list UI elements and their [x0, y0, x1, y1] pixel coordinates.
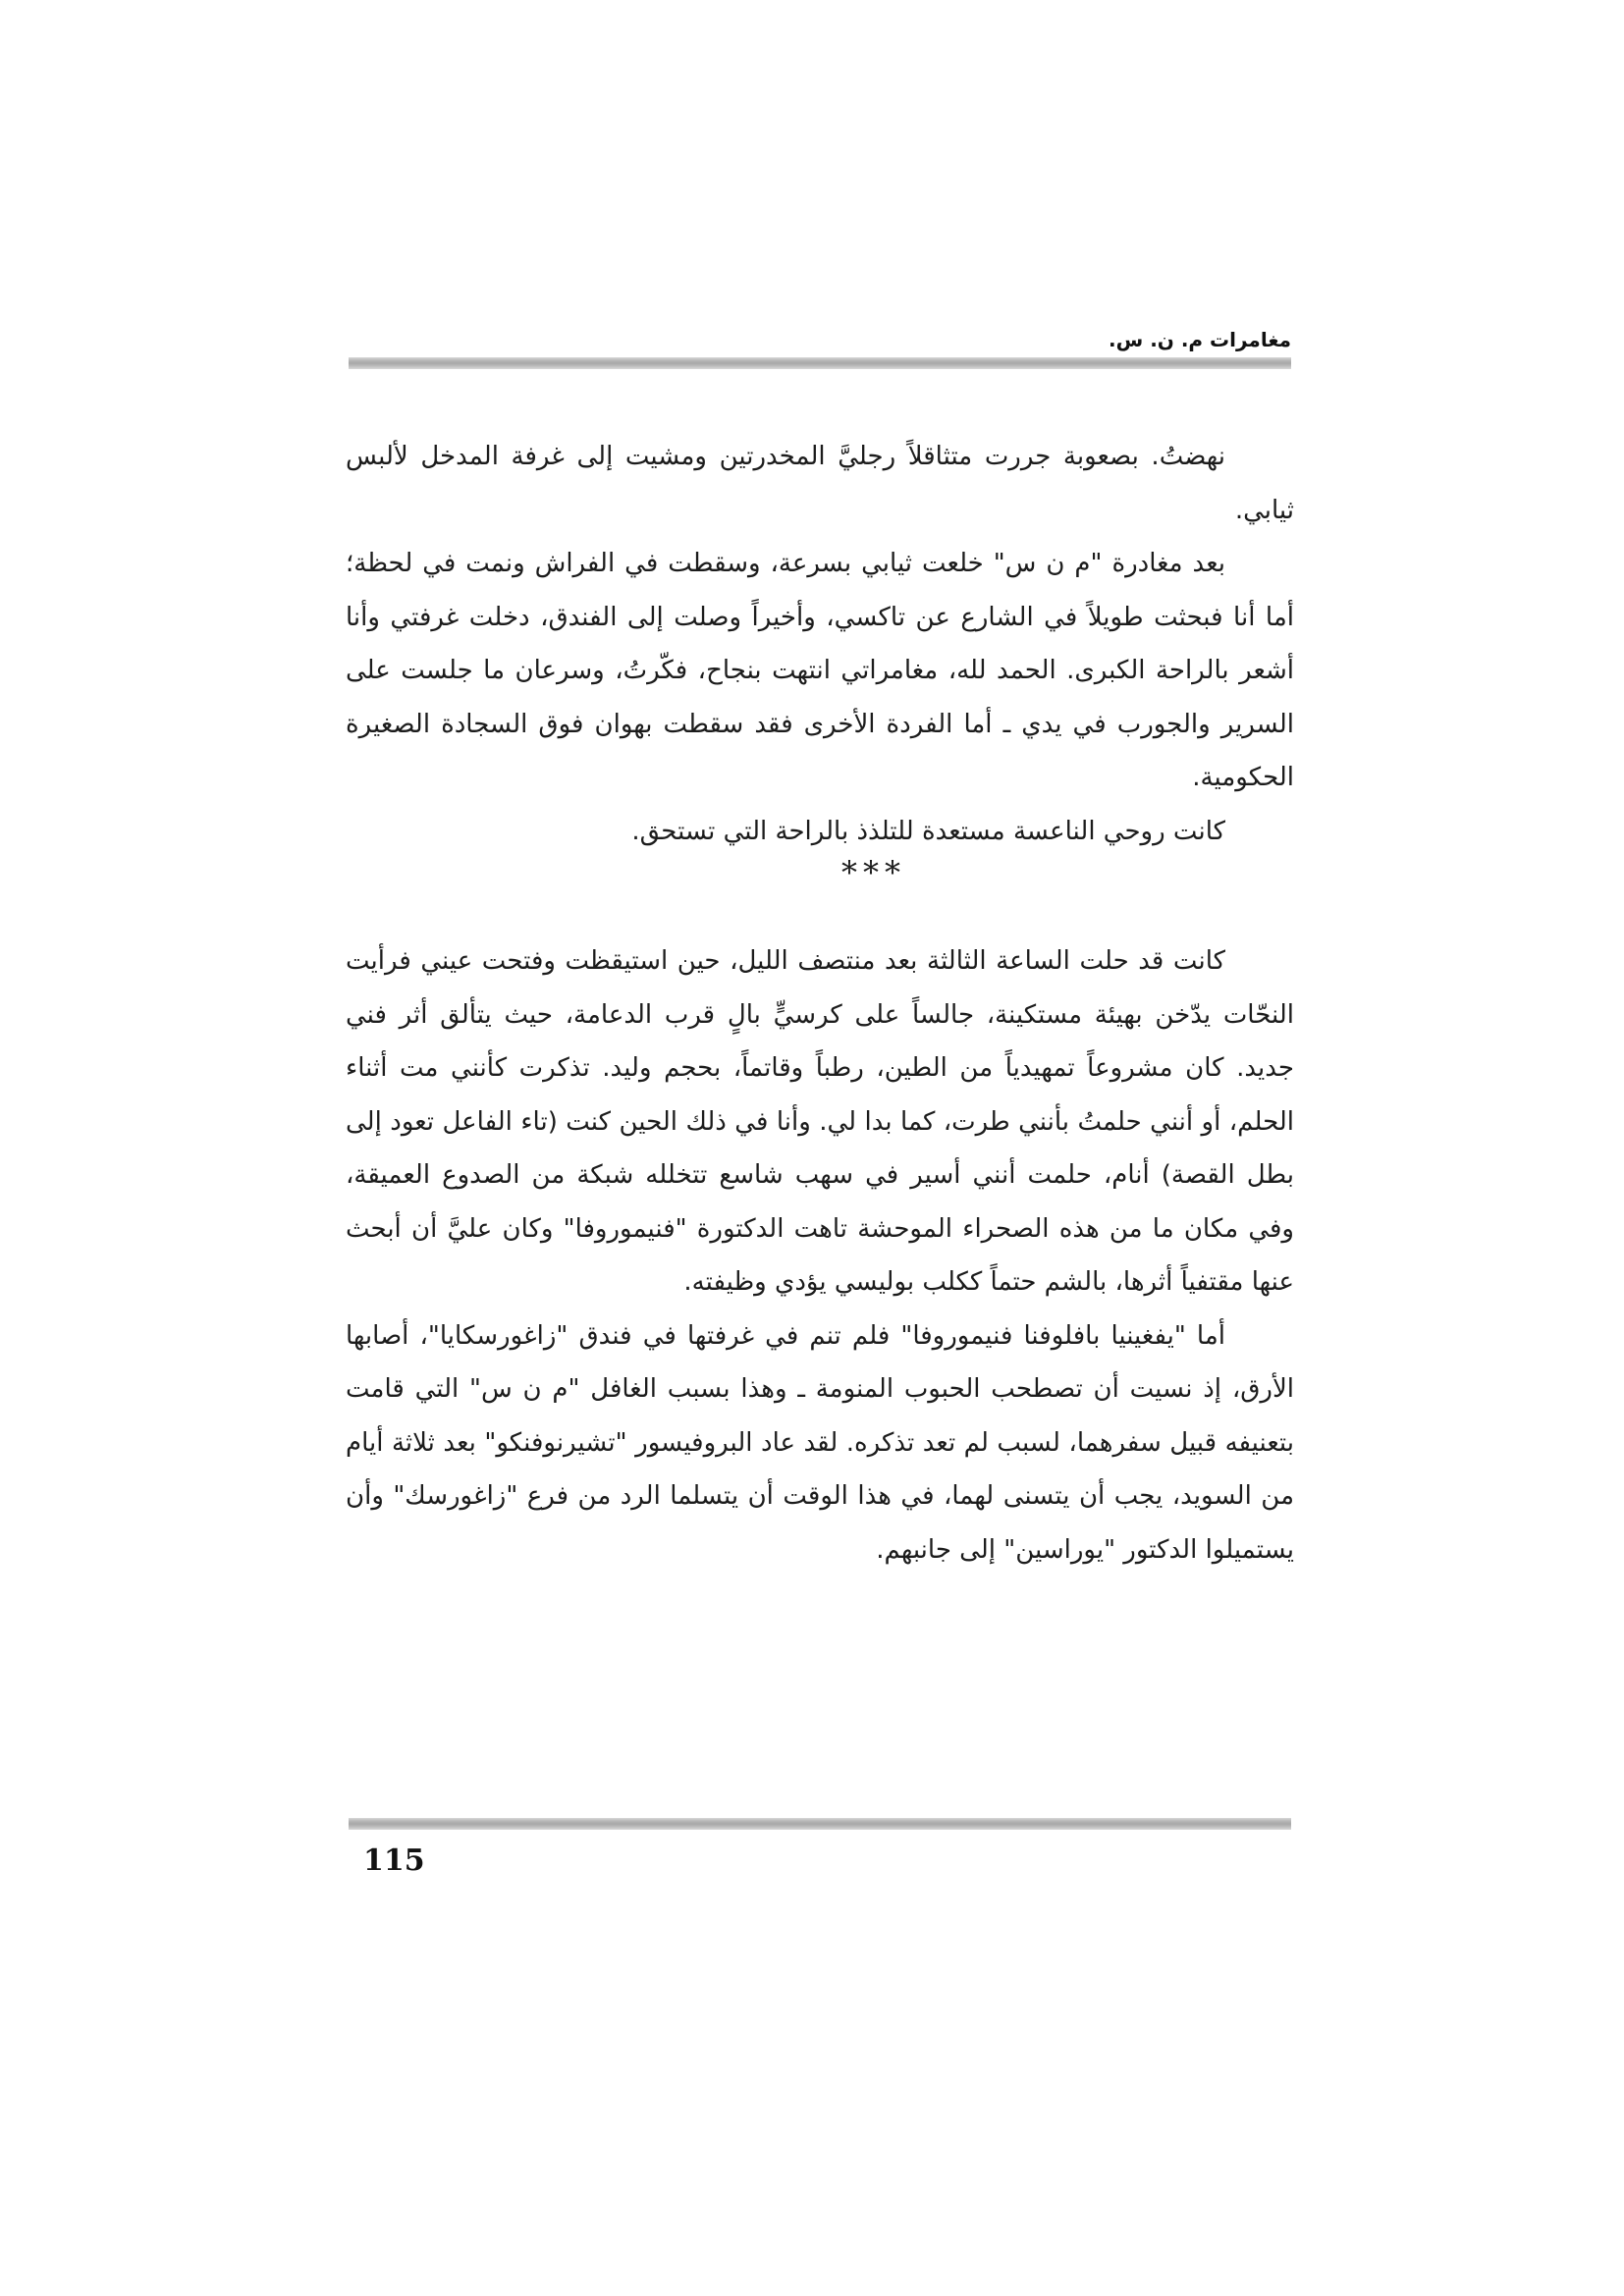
header-rule	[349, 357, 1291, 369]
section-separator: ***	[841, 854, 906, 891]
paragraph-4: كانت قد حلت الساعة الثالثة بعد منتصف الليل، حين استيقظت وفتحت عيني فرأيت النحّات يدّخن بهيئة مستكينة، جالساً على كرسيٍّ بالٍ قرب الدعامة، حيث يتألق أثر فني جديد. كان مشروعاً تمهيدياً من الطين، رطباً وقاتماً، بحجم وليد. تذكرت كأنني مت أثناء الحلم، أو أنني حلمتُ بأنني طرت، كما بدا لي. وأنا في ذلك الحين كنت (تاء الفاعل تعود إلى بطل القصة) أنام، حلمت أنني أسير في سهب شاسع تتخلله شبكة من الصدوع العميقة، وفي مكان ما من هذه الصحراء الموحشة تاهت الدكتورة "فنيموروفا" وكان عليَّ أن أبحث عنها مقتفياً أثرها، بالشم حتماً ككلب بوليسي يؤدي وظيفته.	[346, 946, 1294, 1297]
paragraph-3: كانت روحي الناعسة مستعدة للتلذذ بالراحة التي تستحق.	[631, 816, 1225, 846]
body-text	[346, 430, 1294, 1576]
paragraph-5: أما "يفغينيا بافلوفنا فنيموروفا" فلم تنم في غرفتها في فندق "زاغورسكايا"، أصابها الأرق، إذ نسيت أن تصطحب الحبوب المنومة ـ وهذا بسبب الغافل "م ن س" التي قامت بتعنيفه قبيل سفرهما، لسبب لم تعد تذكره. لقد عاد البروفيسور "تشيرنوفنكو" بعد ثلاثة أيام من السويد، يجب أن يتسنى لهما، في هذا الوقت أن يتسلما الرد من فرع "زاغورسك" وأن يستميلوا الدكتور "يوراسين" إلى جانبهم.	[346, 1320, 1294, 1565]
footer-rule	[349, 1818, 1291, 1830]
paragraph-2: بعد مغادرة "م ن س" خلعت ثيابي بسرعة، وسقطت في الفراش ونمت في لحظة؛ أما أنا فبحثت طويلاً في الشارع عن تاكسي، وأخيراً وصلت إلى الفندق، دخلت غرفتي وأنا أشعر بالراحة الكبرى. الحمد لله، مغامراتي انتهت بنجاح، فكّرتُ، وسرعان ما جلست على السرير والجورب في يدي ـ أما الفردة الأخرى فقد سقطت بهوان فوق السجادة الصغيرة الحكومية.	[346, 549, 1294, 792]
paragraph-1: نهضتُ. بصعوبة جررت متثاقلاً رجليَّ المخدرتين ومشيت إلى غرفة المدخل لألبس ثيابي.	[346, 442, 1294, 525]
page-number: 115	[363, 1843, 425, 1878]
running-header-title: مغامرات م. ن. س.	[1109, 328, 1291, 351]
